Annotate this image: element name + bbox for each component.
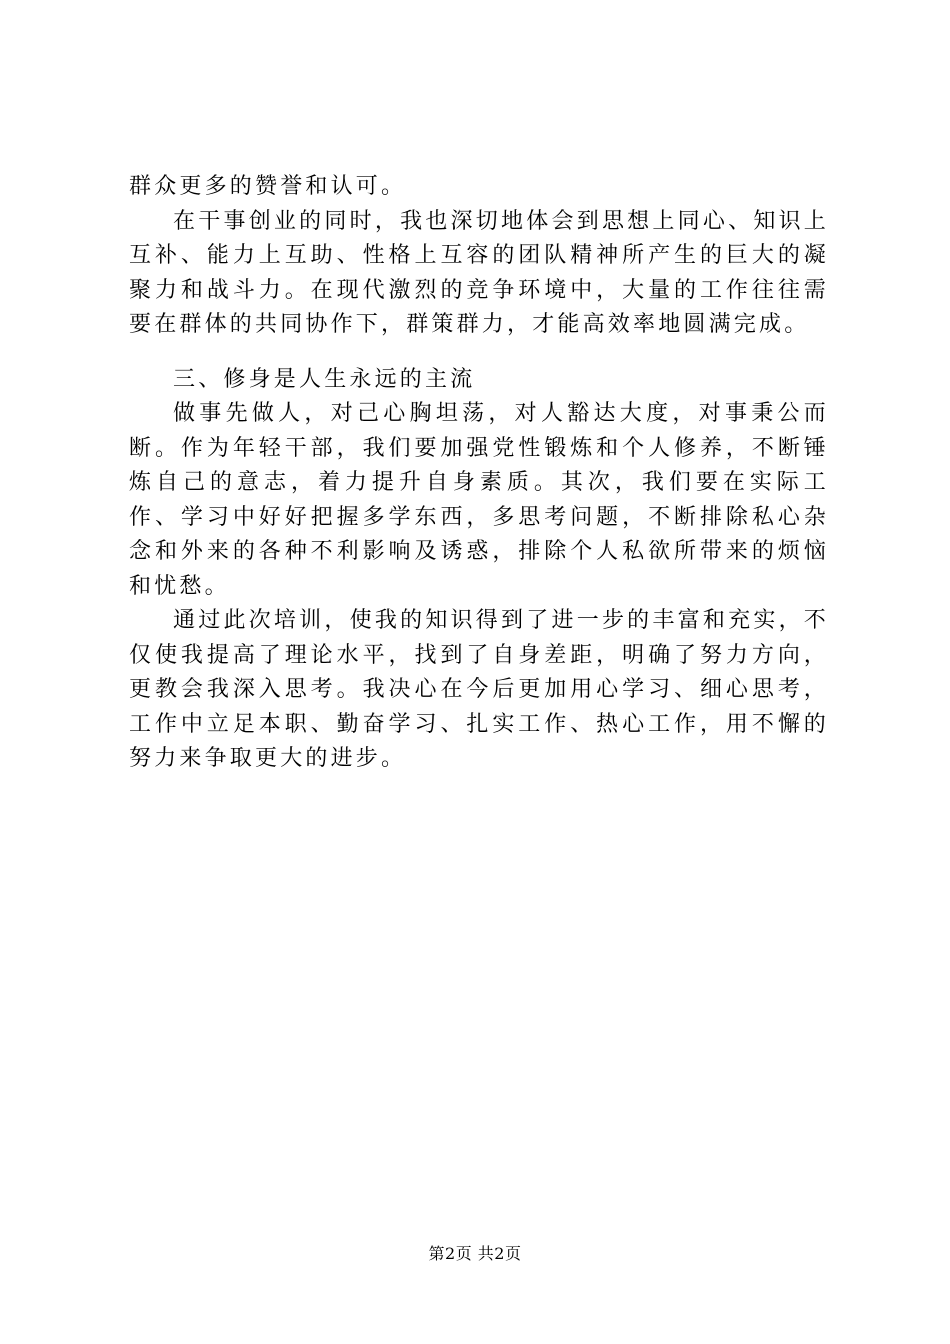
section-heading: 三、修身是人生永远的主流 <box>173 366 476 392</box>
paragraph-conclusion: 通过此次培训，使我的知识得到了进一步的丰富和充实，不仅使我提高了理论水平，找到了自身差距，明确了努力方向，更教会我深入思考。我决心在今后更加用心学习、细心思考，工作中立足本职、勤奋学习、扎实工作、热心工作，用不懈的努力来争取更大的进步。 <box>129 608 829 771</box>
page-footer: 第2页 共2页 <box>428 1244 522 1263</box>
paragraph-self-cultivation: 做事先做人，对己心胸坦荡，对人豁达大度，对事秉公而断。作为年轻干部，我们要加强党性锻炼和个人修养，不断锤炼自己的意志，着力提升自身素质。其次，我们要在实际工作、学习中好好把握多学东西，多思考问题，不断排除私心杂念和外来的各种不利影响及诱惑，排除个人私欲所带来的烦恼和忧愁。 <box>129 401 829 599</box>
paragraph-continuation: 群众更多的赞誉和认可。 <box>129 174 407 199</box>
document-body <box>129 170 829 777</box>
paragraph-team-spirit: 在干事创业的同时，我也深切地体会到思想上同心、知识上互补、能力上互助、性格上互容的团队精神所产生的巨大的凝聚力和战斗力。在现代激烈的竞争环境中，大量的工作往往需要在群体的共同协作下，群策群力，才能高效率地圆满完成。 <box>129 208 829 337</box>
